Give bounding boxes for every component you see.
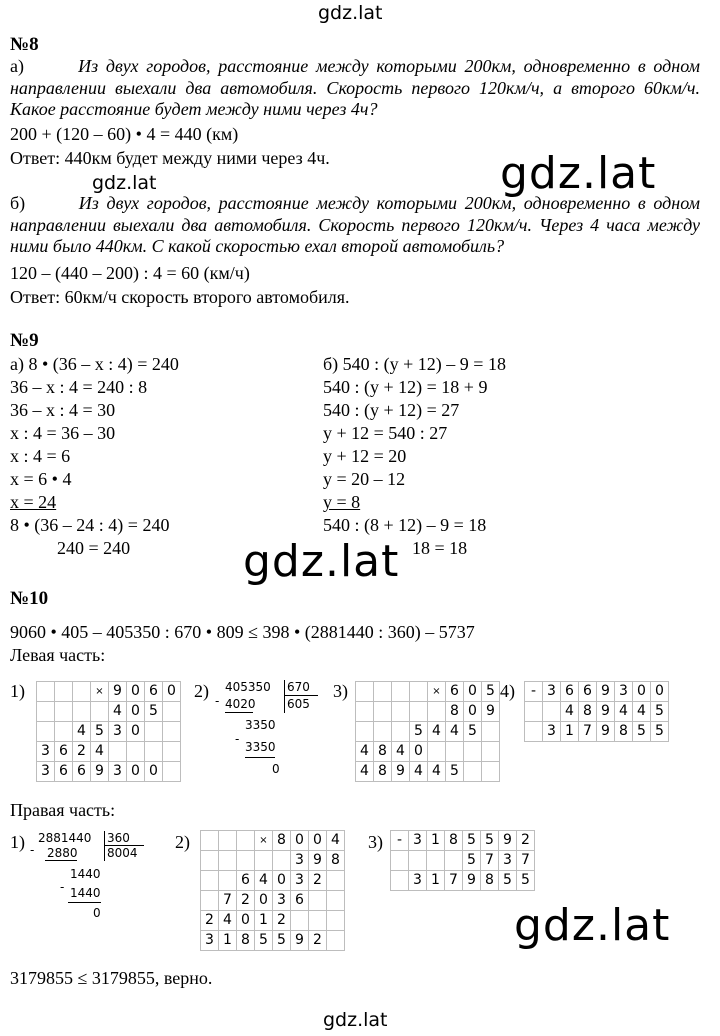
grid-row xyxy=(201,931,345,951)
digit-cell: × xyxy=(255,831,273,851)
digit-cell xyxy=(327,911,345,931)
digit-cell: 9 xyxy=(597,682,615,702)
equation-line: x = 6 • 4 xyxy=(10,469,72,489)
digit-cell xyxy=(309,891,327,911)
digit-cell: 6 xyxy=(561,682,579,702)
digit-cell: 2 xyxy=(309,871,327,891)
equation-line: б) 540 : (y + 12) – 9 = 18 xyxy=(323,354,506,374)
digit-cell: 5 xyxy=(651,722,669,742)
step-label: 3) xyxy=(333,681,348,701)
equation-check: 8 • (36 – 24 : 4) = 240 xyxy=(10,515,170,535)
digit-cell xyxy=(482,762,500,782)
grid-row xyxy=(37,722,181,742)
subtraction-grid xyxy=(524,681,669,742)
step-label: 1) xyxy=(10,681,25,701)
digit-cell: 6 xyxy=(73,762,91,782)
digit-cell xyxy=(410,682,428,702)
digit-cell xyxy=(219,831,237,851)
grid-row xyxy=(356,682,500,702)
grid-row xyxy=(37,742,181,762)
digit-cell xyxy=(163,722,181,742)
exercise-8-title: №8 xyxy=(10,34,39,55)
quotient: 8004 xyxy=(107,846,138,860)
digit-cell xyxy=(543,702,561,722)
grid-row xyxy=(201,891,345,911)
digit-cell: 5 xyxy=(463,831,481,851)
step-label: 1) xyxy=(10,832,25,852)
equation-line: 540 : (y + 12) = 27 xyxy=(323,400,460,420)
watermark-large: gdz.lat xyxy=(514,900,671,951)
digit-cell xyxy=(201,831,219,851)
digit-cell xyxy=(327,891,345,911)
digit-cell: 3 xyxy=(409,831,427,851)
digit-cell: 3 xyxy=(291,871,309,891)
division-bar xyxy=(104,831,105,861)
divisor: 360 xyxy=(107,831,130,845)
digit-cell xyxy=(428,702,446,722)
digit-cell: 3 xyxy=(543,682,561,702)
digit-cell: 1 xyxy=(561,722,579,742)
digit-cell: 4 xyxy=(91,742,109,762)
division-line xyxy=(284,695,318,696)
minus-sign: - xyxy=(215,694,220,708)
final-remainder: 0 xyxy=(93,906,101,920)
digit-cell xyxy=(392,702,410,722)
digit-cell: 8 xyxy=(374,762,392,782)
right-part-heading: Правая часть: xyxy=(10,800,116,820)
watermark-large: gdz.lat xyxy=(243,536,400,587)
digit-cell: 4 xyxy=(428,762,446,782)
digit-cell xyxy=(37,702,55,722)
digit-cell: 0 xyxy=(464,682,482,702)
digit-cell: 2 xyxy=(201,911,219,931)
exercise-8a-problem xyxy=(10,56,700,121)
digit-cell xyxy=(392,722,410,742)
watermark-bottom: gdz.lat xyxy=(323,1009,388,1031)
exercise-8b-answer: Ответ: 60км/ч скорость второго автомобиля. xyxy=(10,287,350,307)
digit-cell: 8 xyxy=(273,831,291,851)
partial-product: 2880 xyxy=(47,846,78,860)
digit-cell xyxy=(309,911,327,931)
grid-row xyxy=(201,851,345,871)
digit-cell xyxy=(428,742,446,762)
grid-row xyxy=(356,742,500,762)
digit-cell xyxy=(219,851,237,871)
equation-line: x : 4 = 36 – 30 xyxy=(10,423,116,443)
digit-cell: 6 xyxy=(55,742,73,762)
digit-cell: 0 xyxy=(651,682,669,702)
equation-line: y + 12 = 540 : 27 xyxy=(323,423,448,443)
digit-cell: 4 xyxy=(410,762,428,782)
digit-cell: - xyxy=(525,682,543,702)
digit-cell: 5 xyxy=(482,682,500,702)
equation-line: y + 12 = 20 xyxy=(323,446,407,466)
digit-cell: 8 xyxy=(374,742,392,762)
digit-cell xyxy=(409,851,427,871)
digit-cell: 5 xyxy=(517,871,535,891)
grid-row xyxy=(391,871,535,891)
digit-cell: 9 xyxy=(91,762,109,782)
digit-cell: 4 xyxy=(356,742,374,762)
subtraction-grid xyxy=(390,830,535,891)
digit-cell xyxy=(410,702,428,722)
digit-cell: 6 xyxy=(446,682,464,702)
digit-cell: 6 xyxy=(237,871,255,891)
grid-row xyxy=(201,911,345,931)
digit-cell: 0 xyxy=(291,831,309,851)
remainder: 3350 xyxy=(245,718,276,732)
digit-cell: 4 xyxy=(633,702,651,722)
division-line xyxy=(104,845,144,846)
digit-cell: 8 xyxy=(481,871,499,891)
digit-cell: 8 xyxy=(579,702,597,722)
digit-cell: 9 xyxy=(309,851,327,871)
equation-line: x : 4 = 6 xyxy=(10,446,71,466)
digit-cell: 0 xyxy=(237,911,255,931)
equation-check: 18 = 18 xyxy=(412,538,468,558)
grid-row xyxy=(525,722,669,742)
digit-cell xyxy=(427,851,445,871)
digit-cell: 7 xyxy=(445,871,463,891)
digit-cell xyxy=(73,702,91,722)
final-remainder: 0 xyxy=(272,762,280,776)
digit-cell: 5 xyxy=(446,762,464,782)
digit-cell: 3 xyxy=(109,722,127,742)
digit-cell: 2 xyxy=(309,931,327,951)
digit-cell xyxy=(327,871,345,891)
equation-line: а) 8 • (36 – x : 4) = 240 xyxy=(10,354,179,374)
digit-cell: 9 xyxy=(597,702,615,722)
digit-cell: 3 xyxy=(499,851,517,871)
digit-cell xyxy=(464,742,482,762)
grid-row xyxy=(391,831,535,851)
digit-cell: 9 xyxy=(291,931,309,951)
digit-cell: 0 xyxy=(127,722,145,742)
digit-cell: 3 xyxy=(615,682,633,702)
grid-row xyxy=(356,702,500,722)
digit-cell: 0 xyxy=(145,762,163,782)
partial-product: 3350 xyxy=(245,740,276,754)
digit-cell: 8 xyxy=(445,831,463,851)
digit-cell: 5 xyxy=(633,722,651,742)
grid-row xyxy=(356,762,500,782)
digit-cell: 1 xyxy=(255,911,273,931)
digit-cell: 4 xyxy=(109,702,127,722)
exercise-10-title: №10 xyxy=(10,588,49,609)
digit-cell xyxy=(91,702,109,722)
digit-cell xyxy=(237,831,255,851)
grid-row xyxy=(37,762,181,782)
exercise-9-title: №9 xyxy=(10,330,39,351)
digit-cell xyxy=(356,682,374,702)
digit-cell: 4 xyxy=(219,911,237,931)
equation-answer: x = 24 xyxy=(10,492,57,512)
digit-cell: 4 xyxy=(428,722,446,742)
equation-check: 240 = 240 xyxy=(57,538,131,558)
minus-sign: - xyxy=(30,843,35,857)
digit-cell: 2 xyxy=(237,891,255,911)
digit-cell: 7 xyxy=(517,851,535,871)
digit-cell: 4 xyxy=(561,702,579,722)
digit-cell: 3 xyxy=(37,762,55,782)
digit-cell: 9 xyxy=(463,871,481,891)
digit-cell xyxy=(55,722,73,742)
digit-cell xyxy=(291,911,309,931)
digit-cell xyxy=(255,851,273,871)
partial-product: 1440 xyxy=(70,886,101,900)
digit-cell xyxy=(73,682,91,702)
digit-cell: 0 xyxy=(127,702,145,722)
digit-cell xyxy=(392,682,410,702)
digit-cell: 7 xyxy=(481,851,499,871)
digit-cell xyxy=(37,722,55,742)
digit-cell xyxy=(374,682,392,702)
grid-row xyxy=(201,871,345,891)
digit-cell xyxy=(482,742,500,762)
remainder: 1440 xyxy=(70,867,101,881)
digit-cell: 2 xyxy=(273,911,291,931)
digit-cell: 0 xyxy=(309,831,327,851)
dividend: 405350 xyxy=(225,680,271,694)
digit-cell: 3 xyxy=(291,851,309,871)
step-label: 2) xyxy=(175,832,190,852)
digit-cell xyxy=(374,702,392,722)
digit-cell: 0 xyxy=(633,682,651,702)
digit-cell: 9 xyxy=(109,682,127,702)
digit-cell: 2 xyxy=(73,742,91,762)
watermark-large: gdz.lat xyxy=(500,148,657,199)
equation-line: y = 20 – 12 xyxy=(323,469,406,489)
digit-cell: 5 xyxy=(410,722,428,742)
grid-row xyxy=(356,722,500,742)
digit-cell: 3 xyxy=(543,722,561,742)
digit-cell: 4 xyxy=(356,762,374,782)
digit-cell xyxy=(237,851,255,871)
exercise-8b-text: Из двух городов, расстояние между которыми 200км, одновременно в одном направлении выехали два автомобиля. Скорость первого 120км/ч. Через 4 часа между ними было 440км. С какой скоростью ехал второй автомобиль? xyxy=(10,193,701,256)
digit-cell: 0 xyxy=(410,742,428,762)
equation-line: 36 – x : 4 = 30 xyxy=(10,400,116,420)
subtraction-line xyxy=(45,860,77,861)
digit-cell xyxy=(55,702,73,722)
digit-cell: 5 xyxy=(464,722,482,742)
grid-row xyxy=(391,851,535,871)
step-label: 2) xyxy=(194,681,209,701)
digit-cell xyxy=(201,871,219,891)
digit-cell: 1 xyxy=(219,931,237,951)
digit-cell: - xyxy=(391,831,409,851)
digit-cell: 3 xyxy=(37,742,55,762)
conclusion: 3179855 ≤ 3179855, верно. xyxy=(10,968,213,988)
minus-sign: - xyxy=(235,732,240,746)
digit-cell xyxy=(327,931,345,951)
subtraction-line xyxy=(225,712,253,713)
exercise-8b-problem xyxy=(10,193,700,258)
digit-cell: 8 xyxy=(327,851,345,871)
digit-cell: 6 xyxy=(55,762,73,782)
equation-check: 540 : (8 + 12) – 9 = 18 xyxy=(323,515,487,535)
multiplication-grid xyxy=(355,681,500,782)
digit-cell xyxy=(109,742,127,762)
digit-cell: 4 xyxy=(615,702,633,722)
digit-cell: 2 xyxy=(517,831,535,851)
digit-cell xyxy=(163,742,181,762)
minus-sign: - xyxy=(60,880,65,894)
grid-row xyxy=(525,702,669,722)
digit-cell: 9 xyxy=(482,702,500,722)
digit-cell xyxy=(356,722,374,742)
step-label: 3) xyxy=(368,832,383,852)
digit-cell: 0 xyxy=(163,682,181,702)
digit-cell: 5 xyxy=(499,871,517,891)
digit-cell xyxy=(201,851,219,871)
digit-cell: 5 xyxy=(145,702,163,722)
digit-cell: 8 xyxy=(237,931,255,951)
digit-cell xyxy=(37,682,55,702)
multiplication-grid xyxy=(200,830,345,951)
digit-cell: 5 xyxy=(481,831,499,851)
digit-cell xyxy=(446,742,464,762)
digit-cell: 0 xyxy=(464,702,482,722)
digit-cell: 5 xyxy=(273,931,291,951)
digit-cell: 5 xyxy=(651,702,669,722)
left-part-heading: Левая часть: xyxy=(10,645,106,665)
digit-cell: 7 xyxy=(579,722,597,742)
digit-cell: 3 xyxy=(409,871,427,891)
step-label: 4) xyxy=(500,681,515,701)
divisor: 670 xyxy=(287,680,310,694)
digit-cell xyxy=(525,702,543,722)
digit-cell: 7 xyxy=(219,891,237,911)
digit-cell xyxy=(374,722,392,742)
subtraction-line xyxy=(68,902,101,903)
exercise-8a-text: Из двух городов, расстояние между которыми 200км, одновременно в одном направлении выехали два автомобиля. Скорость первого 120км/ч, а второго 60км/ч. Какое расстояние будет между ними через 4ч? xyxy=(10,56,700,119)
digit-cell: 5 xyxy=(91,722,109,742)
digit-cell xyxy=(163,702,181,722)
digit-cell: 9 xyxy=(392,762,410,782)
equation-answer: y = 8 xyxy=(323,492,361,512)
digit-cell: 9 xyxy=(597,722,615,742)
digit-cell: × xyxy=(91,682,109,702)
grid-row xyxy=(525,682,669,702)
equation-line: 540 : (y + 12) = 18 + 9 xyxy=(323,377,488,397)
digit-cell xyxy=(391,851,409,871)
equation-line: 36 – x : 4 = 240 : 8 xyxy=(10,377,148,397)
digit-cell: 0 xyxy=(273,871,291,891)
digit-cell xyxy=(145,722,163,742)
exercise-8a-answer: Ответ: 440км будет между ними через 4ч. xyxy=(10,148,330,168)
quotient: 605 xyxy=(287,697,310,711)
watermark-top: gdz.lat xyxy=(318,2,383,24)
digit-cell: 3 xyxy=(201,931,219,951)
grid-row xyxy=(201,831,345,851)
digit-cell: 5 xyxy=(255,931,273,951)
digit-cell xyxy=(163,762,181,782)
digit-cell xyxy=(391,871,409,891)
digit-cell: 3 xyxy=(109,762,127,782)
digit-cell: 0 xyxy=(255,891,273,911)
digit-cell xyxy=(525,722,543,742)
digit-cell: 0 xyxy=(127,682,145,702)
digit-cell: 0 xyxy=(127,762,145,782)
digit-cell xyxy=(127,742,145,762)
digit-cell: 9 xyxy=(499,831,517,851)
exercise-10-expression: 9060 • 405 – 405350 : 670 • 809 ≤ 398 • (2881440 : 360) – 5737 xyxy=(10,622,475,642)
digit-cell xyxy=(482,722,500,742)
digit-cell: × xyxy=(428,682,446,702)
digit-cell: 1 xyxy=(427,831,445,851)
digit-cell: 6 xyxy=(291,891,309,911)
digit-cell: 1 xyxy=(427,871,445,891)
watermark-small: gdz.lat xyxy=(92,172,157,194)
digit-cell: 4 xyxy=(392,742,410,762)
exercise-8b-label: б) xyxy=(10,193,26,213)
dividend: 2881440 xyxy=(38,831,92,845)
digit-cell: 8 xyxy=(446,702,464,722)
grid-row xyxy=(37,682,181,702)
division-bar xyxy=(284,680,285,713)
digit-cell: 6 xyxy=(145,682,163,702)
digit-cell xyxy=(55,682,73,702)
digit-cell xyxy=(445,851,463,871)
digit-cell xyxy=(219,871,237,891)
digit-cell: 8 xyxy=(615,722,633,742)
subtraction-line xyxy=(245,757,275,758)
digit-cell xyxy=(273,851,291,871)
partial-product: 4020 xyxy=(225,697,256,711)
exercise-8b-calc: 120 – (440 – 200) : 4 = 60 (км/ч) xyxy=(10,263,250,283)
digit-cell xyxy=(356,702,374,722)
digit-cell: 4 xyxy=(446,722,464,742)
digit-cell: 4 xyxy=(327,831,345,851)
digit-cell xyxy=(145,742,163,762)
exercise-8a-calc: 200 + (120 – 60) • 4 = 440 (км) xyxy=(10,124,239,144)
exercise-8a-label: а) xyxy=(10,56,24,76)
digit-cell: 4 xyxy=(73,722,91,742)
digit-cell: 3 xyxy=(273,891,291,911)
digit-cell: 6 xyxy=(579,682,597,702)
digit-cell xyxy=(464,762,482,782)
grid-row xyxy=(37,702,181,722)
multiplication-grid xyxy=(36,681,181,782)
digit-cell xyxy=(201,891,219,911)
digit-cell: 5 xyxy=(463,851,481,871)
digit-cell: 4 xyxy=(255,871,273,891)
